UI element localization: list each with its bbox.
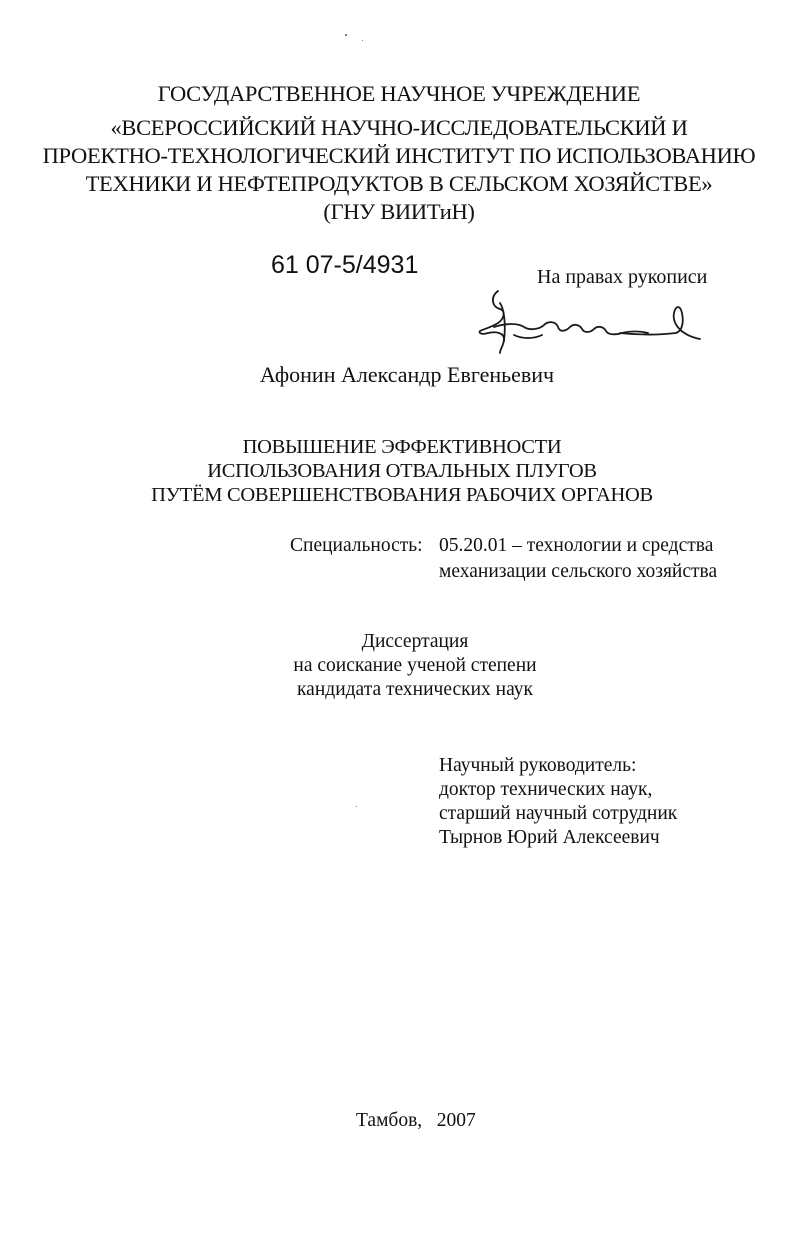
handwritten-signature [470,283,710,363]
degree-line: кандидата технических наук [297,679,533,700]
specialty-line: 05.20.01 – технологии и средства [439,535,714,556]
supervisor-line: старший научный сотрудник [439,803,678,824]
scan-speck [362,40,363,41]
degree-statement [0,630,798,702]
organization-abbreviation: (ГНУ ВИИТиН) [323,199,475,224]
organization-header [0,80,798,226]
specialty-value [439,533,717,585]
document-code: 61 07-5/4931 [271,251,419,279]
dissertation-title [0,435,798,507]
organization-line: ТЕХНИКИ И НЕФТЕПРОДУКТОВ В СЕЛЬСКОМ ХОЗЯЙСТВЕ» [85,171,713,196]
specialty-label: Специальность: [290,535,423,556]
scan-speck [356,806,357,807]
degree-line: Диссертация [361,631,469,652]
scan-speck [345,34,347,36]
organization-line: ГОСУДАРСТВЕННОЕ НАУЧНОЕ УЧРЕЖДЕНИЕ [157,81,641,106]
organization-line: «ВСЕРОССИЙСКИЙ НАУЧНО-ИССЛЕДОВАТЕЛЬСКИЙ И [110,115,688,140]
degree-line: на соискание ученой степени [293,655,537,676]
supervisor-line: Научный руководитель: [439,755,637,776]
title-line: ИСПОЛЬЗОВАНИЯ ОТВАЛЬНЫХ ПЛУГОВ [207,460,597,482]
specialty-line: механизации сельского хозяйства [439,561,718,582]
author-name: Афонин Александр Евгеньевич [259,362,555,387]
title-line: ПОВЫШЕНИЕ ЭФФЕКТИВНОСТИ [242,436,562,458]
organization-line: ПРОЕКТНО-ТЕХНОЛОГИЧЕСКИЙ ИНСТИТУТ ПО ИСПОЛЬЗОВАНИЮ [42,143,756,168]
scientific-supervisor [439,754,677,850]
supervisor-name: Тырнов Юрий Алексеевич [439,827,660,848]
manuscript-rights: На правах рукописи [537,266,708,288]
place-and-year: Тамбов, 2007 [356,1110,476,1131]
supervisor-line: доктор технических наук, [439,779,653,800]
title-line: ПУТЁМ СОВЕРШЕНСТВОВАНИЯ РАБОЧИХ ОРГАНОВ [151,484,653,506]
